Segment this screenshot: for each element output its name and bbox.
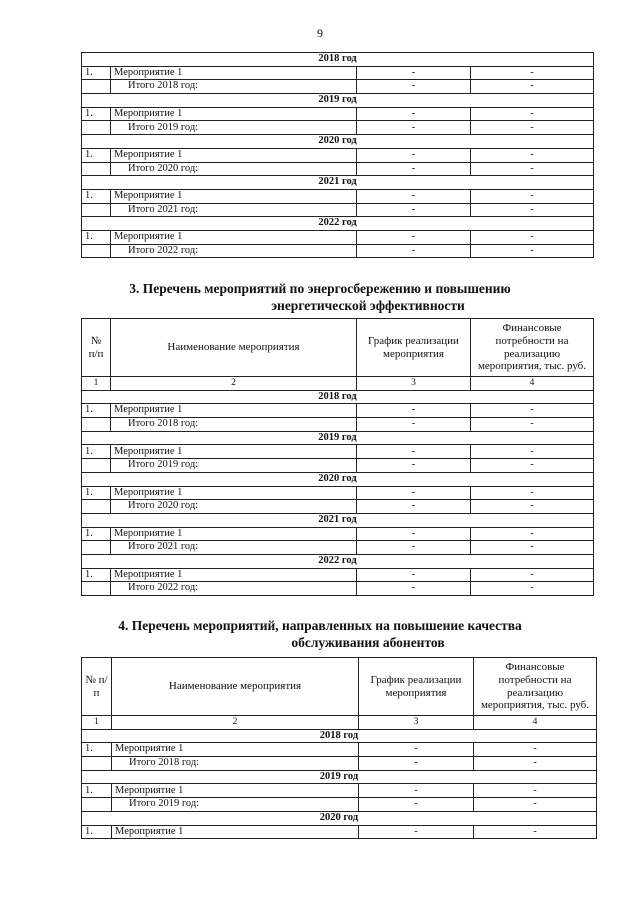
year-label: 2018 год [82,53,594,67]
total-finance: - [471,80,594,94]
total-row [82,541,594,555]
item-finance: - [471,527,594,541]
item-name: Мероприятие 1 [112,743,359,757]
year-row [82,135,594,149]
year-row [82,53,594,67]
total-schedule: - [357,459,471,473]
total-label: Итого 2019 год: [111,459,357,473]
year-row [82,472,594,486]
total-finance: - [471,203,594,217]
total-schedule: - [357,582,471,596]
total-number-cell [82,162,111,176]
total-schedule: - [357,541,471,555]
item-number: 1. [82,784,112,798]
item-schedule: - [357,107,471,121]
year-row [82,729,597,743]
item-schedule: - [359,784,474,798]
section-3-title-line1: 3. Перечень мероприятий по энергосбережению и повышению [129,281,511,296]
total-row [82,500,594,514]
total-number-cell [82,121,111,135]
column-number: 2 [111,377,357,391]
item-number: 1. [82,486,111,500]
total-number-cell [82,541,111,555]
item-name: Мероприятие 1 [111,230,357,244]
item-name: Мероприятие 1 [111,148,357,162]
table-row [82,527,594,541]
total-finance: - [474,798,597,812]
table-row [82,743,597,757]
year-label: 2020 год [82,811,597,825]
year-label: 2018 год [82,729,597,743]
total-number-cell [82,244,111,258]
total-label: Итого 2018 год: [112,757,359,771]
year-label: 2021 год [82,176,594,190]
total-schedule: - [357,244,471,258]
total-number-cell [82,582,111,596]
total-schedule: - [357,203,471,217]
header-finance: Финансовые потребности на реализацию мероприятия, тыс. руб. [471,319,594,377]
table-row [82,66,594,80]
total-number-cell [82,459,111,473]
item-finance: - [471,445,594,459]
column-number: 3 [359,716,474,730]
year-row [82,390,594,404]
total-finance: - [471,582,594,596]
table-row [82,404,594,418]
total-finance: - [471,418,594,432]
item-name: Мероприятие 1 [112,784,359,798]
item-name: Мероприятие 1 [111,486,357,500]
total-number-cell [82,80,111,94]
table-header-row [82,658,597,716]
item-number: 1. [82,445,111,459]
total-finance: - [474,757,597,771]
item-finance: - [471,230,594,244]
total-label: Итого 2019 год: [111,121,357,135]
total-finance: - [471,541,594,555]
item-schedule: - [357,568,471,582]
item-schedule: - [357,230,471,244]
total-row [82,80,594,94]
year-label: 2019 год [82,431,594,445]
item-finance: - [474,825,597,839]
total-number-cell [82,418,111,432]
header-schedule: График реализации мероприятия [359,658,474,716]
item-finance: - [471,66,594,80]
total-row [82,244,594,258]
item-number: 1. [82,568,111,582]
table-header-row [82,319,594,377]
total-number-cell [82,203,111,217]
column-number: 4 [471,377,594,391]
item-finance: - [471,568,594,582]
item-finance: - [471,148,594,162]
item-schedule: - [357,527,471,541]
item-schedule: - [357,445,471,459]
total-finance: - [471,500,594,514]
total-row [82,121,594,135]
table-row [82,230,594,244]
year-label: 2021 год [82,513,594,527]
section-3-heading [0,280,640,314]
total-schedule: - [357,418,471,432]
item-number: 1. [82,107,111,121]
item-schedule: - [357,189,471,203]
section-3-title-line2: энергетической эффективности [271,298,465,313]
total-number-cell [82,500,111,514]
total-label: Итого 2022 год: [111,244,357,258]
column-number: 4 [474,716,597,730]
item-schedule: - [357,486,471,500]
year-label: 2022 год [82,217,594,231]
column-number: 3 [357,377,471,391]
total-schedule: - [359,798,474,812]
events-table-continued [81,52,594,258]
total-finance: - [471,162,594,176]
total-label: Итого 2018 год: [111,418,357,432]
year-label: 2019 год [82,94,594,108]
item-number: 1. [82,66,111,80]
service-quality-events-table [81,657,597,839]
total-finance: - [471,121,594,135]
header-schedule: График реализации мероприятия [357,319,471,377]
table-row [82,784,597,798]
item-number: 1. [82,527,111,541]
item-schedule: - [357,66,471,80]
year-label: 2018 год [82,390,594,404]
column-number: 2 [112,716,359,730]
column-number: 1 [82,377,111,391]
table-row [82,825,597,839]
total-schedule: - [357,500,471,514]
year-row [82,217,594,231]
item-number: 1. [82,148,111,162]
item-name: Мероприятие 1 [111,189,357,203]
item-schedule: - [359,743,474,757]
year-label: 2019 год [82,770,597,784]
table-row [82,445,594,459]
total-schedule: - [357,121,471,135]
item-schedule: - [357,404,471,418]
item-number: 1. [82,189,111,203]
header-num: № п/п [82,658,112,716]
year-label: 2022 год [82,554,594,568]
total-label: Итого 2020 год: [111,162,357,176]
section-4-title-line1: 4. Перечень мероприятий, направленных на повышение качества [118,618,522,633]
column-numbers-row [82,377,594,391]
item-finance: - [471,189,594,203]
item-finance: - [471,404,594,418]
item-name: Мероприятие 1 [111,404,357,418]
item-schedule: - [359,825,474,839]
year-label: 2020 год [82,135,594,149]
year-label: 2020 год [82,472,594,486]
total-finance: - [471,459,594,473]
total-label: Итого 2022 год: [111,582,357,596]
energy-saving-events-table [81,318,594,596]
table-row [82,568,594,582]
table-row [82,107,594,121]
total-row [82,757,597,771]
table-row [82,486,594,500]
item-name: Мероприятие 1 [111,66,357,80]
total-number-cell [82,757,112,771]
year-row [82,176,594,190]
year-row [82,431,594,445]
item-number: 1. [82,743,112,757]
total-row [82,459,594,473]
total-row [82,798,597,812]
total-finance: - [471,244,594,258]
header-num: № п/п [82,319,111,377]
total-label: Итого 2021 год: [111,203,357,217]
total-row [82,418,594,432]
item-finance: - [474,743,597,757]
table-row [82,148,594,162]
section-4-title-line2: обслуживания абонентов [291,635,445,650]
year-row [82,811,597,825]
item-number: 1. [82,404,111,418]
total-label: Итого 2021 год: [111,541,357,555]
total-schedule: - [357,80,471,94]
page-number: 9 [317,26,323,40]
year-row [82,94,594,108]
year-row [82,770,597,784]
column-numbers-row [82,716,597,730]
item-name: Мероприятие 1 [111,568,357,582]
item-name: Мероприятие 1 [111,107,357,121]
table-row [82,189,594,203]
header-name: Наименование мероприятия [111,319,357,377]
total-schedule: - [357,162,471,176]
year-row [82,513,594,527]
item-name: Мероприятие 1 [111,527,357,541]
total-schedule: - [359,757,474,771]
item-finance: - [474,784,597,798]
total-number-cell [82,798,112,812]
total-row [82,203,594,217]
total-row [82,582,594,596]
item-name: Мероприятие 1 [111,445,357,459]
header-finance: Финансовые потребности на реализацию мероприятия, тыс. руб. [474,658,597,716]
total-row [82,162,594,176]
total-label: Итого 2020 год: [111,500,357,514]
total-label: Итого 2018 год: [111,80,357,94]
item-schedule: - [357,148,471,162]
total-label: Итого 2019 год: [112,798,359,812]
header-name: Наименование мероприятия [112,658,359,716]
item-name: Мероприятие 1 [112,825,359,839]
item-finance: - [471,107,594,121]
section-4-heading [0,617,640,651]
item-finance: - [471,486,594,500]
item-number: 1. [82,825,112,839]
item-number: 1. [82,230,111,244]
year-row [82,554,594,568]
column-number: 1 [82,716,112,730]
